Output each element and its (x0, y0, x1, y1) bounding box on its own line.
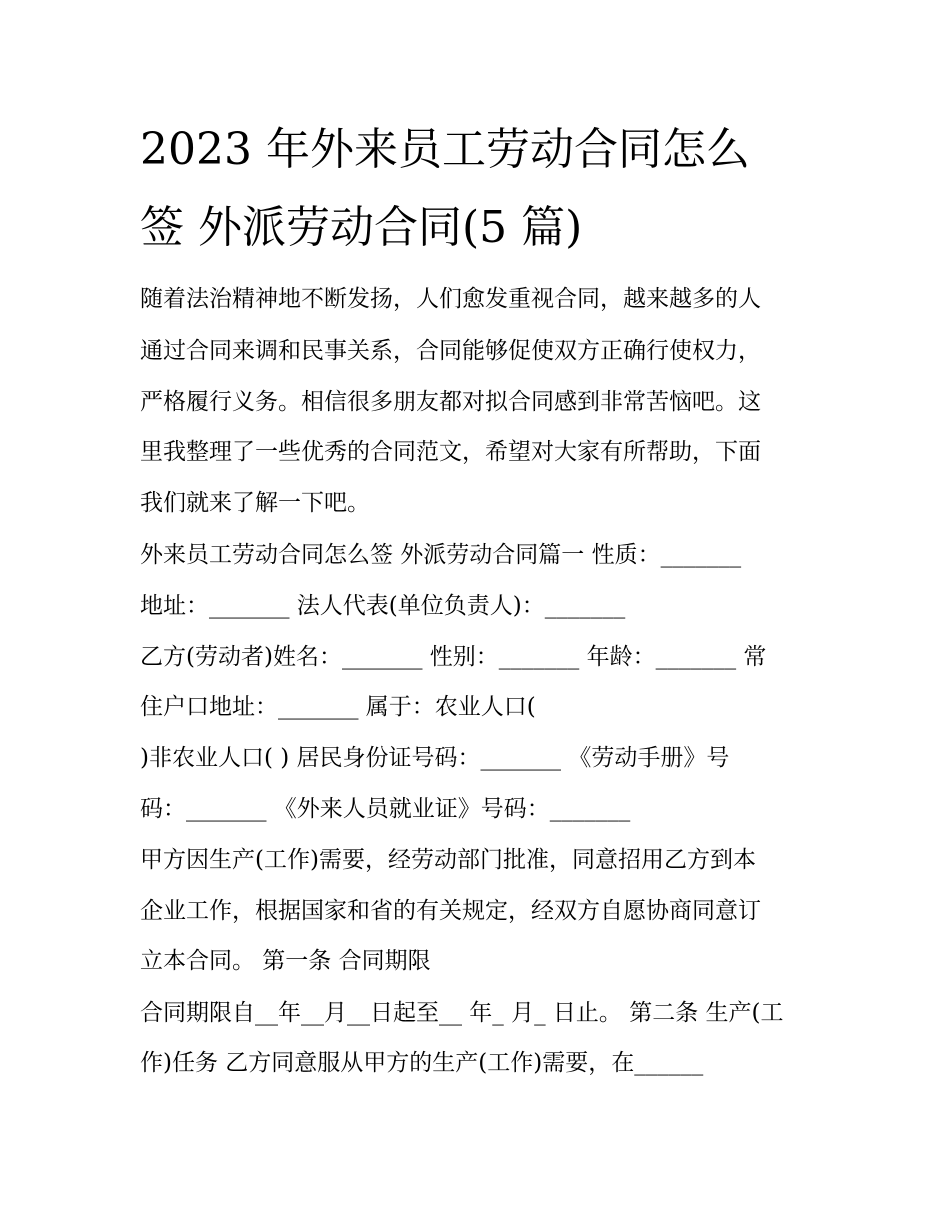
body-line: 码：_______ 《外来人员就业证》号码：_______ (140, 796, 631, 822)
body-line: 立本合同。 第一条 合同期限 (140, 948, 431, 974)
body-line: 我们就来了解一下吧。 (140, 490, 370, 516)
body-line: 随着法治精神地不断发扬，人们愈发重视合同，越来越多的人 (140, 286, 761, 312)
body-line: 作)任务 乙方同意服从甲方的生产(工作)需要，在______ (140, 1050, 704, 1076)
body-line: 里我整理了一些优秀的合同范文，希望对大家有所帮助，下面 (140, 439, 761, 465)
body-line: 乙方(劳动者)姓名：_______ 性别：_______ 年龄：_______ 常 (140, 644, 767, 670)
body-line: 地址：_______ 法人代表(单位负责人)：_______ (140, 593, 626, 619)
body-line: 合同期限自__年__月__日起至__ 年_ 月_ 日止。 第二条 生产(工 (140, 1000, 784, 1026)
body-line: 严格履行义务。相信很多朋友都对拟合同感到非常苦恼吧。这 (140, 389, 761, 415)
body-line: 甲方因生产(工作)需要，经劳动部门批准，同意招用乙方到本 (140, 847, 756, 873)
body-line: 住户口地址：_______ 属于：农业人口( (140, 694, 536, 720)
body-line: 通过合同来调和民事关系，合同能够促使双方正确行使权力， (140, 338, 761, 364)
body-line: 企业工作，根据国家和省的有关规定，经双方自愿协商同意订 (140, 898, 761, 924)
document-title-line-2: 签 外派劳动合同(5 篇) (140, 202, 583, 253)
document-title-line-1: 2023 年外来员工劳动合同怎么 (140, 124, 750, 175)
body-line: )非农业人口( ) 居民身份证号码：_______ 《劳动手册》号 (140, 745, 730, 771)
body-line: 外来员工劳动合同怎么签 外派劳动合同篇一 性质：_______ (140, 542, 742, 568)
